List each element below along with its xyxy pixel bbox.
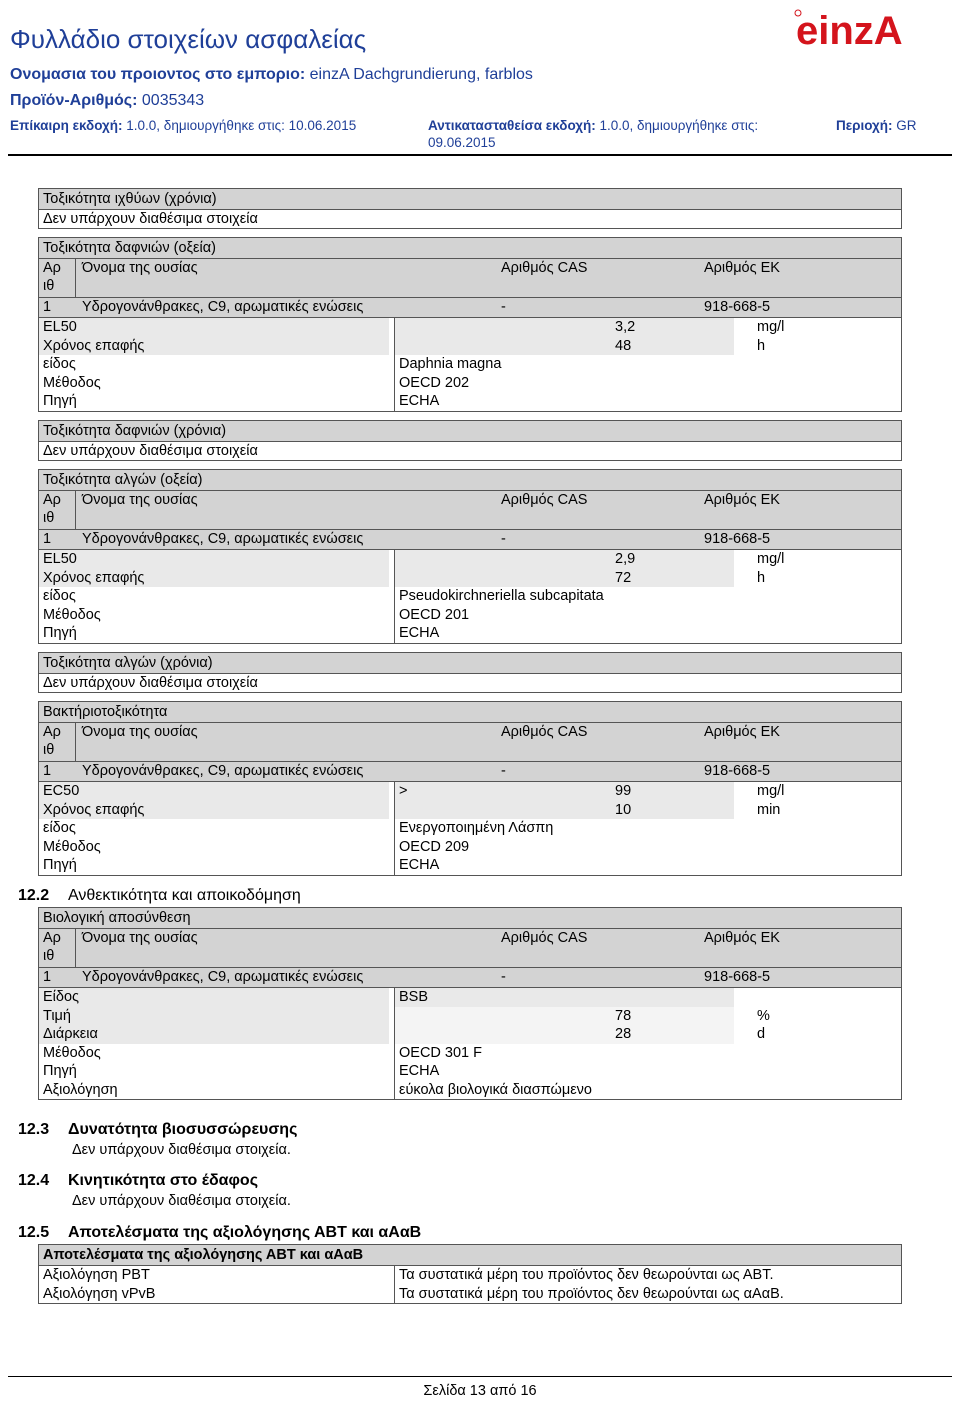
substance-ec: 918-668-5	[704, 763, 771, 779]
value-grid	[39, 1266, 901, 1303]
region	[836, 118, 917, 133]
row-operator: >	[399, 783, 408, 799]
replaced-version-label: Αντικατασταθείσα εκδοχή:	[428, 118, 596, 133]
row-label: Χρόνος επαφής	[43, 337, 145, 354]
grid-row	[39, 1025, 901, 1044]
grid-row	[39, 318, 901, 337]
row-unit: mg/l	[757, 783, 785, 799]
box-title: Τοξικότητα αλγών (χρόνια)	[39, 653, 901, 674]
box-title: Τοξικότητα αλγών (οξεία)	[39, 470, 901, 491]
substance-nr: 1	[43, 969, 52, 985]
grid-row	[39, 624, 901, 643]
row-label: Πηγή	[43, 393, 77, 409]
row-label: Μέθοδος	[43, 606, 101, 623]
box-title: Τοξικότητα ιχθύων (χρόνια)	[39, 189, 901, 210]
no-data-text: Δεν υπάρχουν διαθέσιμα στοιχεία	[43, 443, 258, 459]
no-data-text: Δεν υπάρχουν διαθέσιμα στοιχεία	[43, 675, 258, 691]
column-header-row	[39, 723, 901, 762]
box-title: Βακτήριοτοξικότητα	[39, 702, 901, 723]
daphnia-acute-box	[38, 237, 902, 412]
grid-row	[39, 1081, 901, 1100]
section-heading: Κινητικότητα στο έδαφος	[68, 1172, 259, 1189]
grid-row	[39, 550, 901, 569]
row-label: Αξιολόγηση	[43, 1081, 118, 1098]
row-text: OECD 202	[399, 374, 470, 391]
row-label: Πηγή	[43, 1063, 77, 1079]
fish-chronic-box	[38, 188, 902, 229]
substance-name: Υδρογονάνθρακες, C9, αρωματικές ενώσεις	[82, 969, 364, 985]
row-label: είδος	[43, 356, 76, 372]
grid-row	[39, 1285, 901, 1304]
row-value: 48	[615, 337, 632, 354]
grid-row	[39, 1044, 901, 1063]
col-ec: Αριθμός ΕΚ	[704, 930, 780, 946]
substance-name: Υδρογονάνθρακες, C9, αρωματικές ενώσεις	[82, 763, 364, 779]
row-value: 2,9	[615, 551, 636, 567]
row-label: EL50	[43, 551, 77, 567]
col-name: Όνομα της ουσίας	[82, 260, 198, 276]
col-name: Όνομα της ουσίας	[82, 492, 198, 508]
grid-row	[39, 1266, 901, 1285]
row-label: είδος	[43, 588, 76, 604]
box-title: Τοξικότητα δαφνιών (χρόνια)	[39, 421, 901, 442]
grid-row	[39, 838, 901, 857]
substance-cas: -	[501, 299, 506, 315]
bacteria-toxicity-box	[38, 701, 902, 876]
row-unit: h	[757, 337, 766, 354]
no-data-text: Δεν υπάρχουν διαθέσιμα στοιχεία	[43, 211, 258, 227]
row-label: Αξιολόγηση PBT	[43, 1267, 150, 1283]
col-name: Όνομα της ουσίας	[82, 724, 198, 740]
product-number-label: Προϊόν-Αριθμός:	[10, 92, 138, 109]
row-unit: %	[757, 1007, 770, 1024]
grid-row	[39, 587, 901, 606]
section-heading: Δυνατότητα βιοσυσσώρευσης	[68, 1121, 298, 1138]
value-grid	[39, 318, 901, 411]
row-text: ECHA	[399, 625, 440, 641]
substance-cas: -	[501, 969, 506, 985]
col-nr-bottom: ιθ	[43, 948, 55, 964]
substance-row	[39, 530, 901, 550]
row-label: EC50	[43, 783, 80, 799]
substance-ec: 918-668-5	[704, 299, 771, 315]
row-label: Μέθοδος	[43, 838, 101, 855]
row-label: Πηγή	[43, 625, 77, 641]
row-label: Διάρκεια	[43, 1026, 98, 1042]
col-nr-top: Αρ	[43, 724, 61, 740]
value-grid	[39, 988, 901, 1099]
substance-nr: 1	[43, 299, 52, 315]
logo-text: einzA	[796, 9, 903, 53]
row-label: Τιμή	[43, 1007, 71, 1024]
row-text: Pseudokirchneriella subcapitata	[399, 588, 604, 604]
grid-row	[39, 782, 901, 801]
document-title: Φυλλάδιο στοιχείων ασφαλείας	[10, 24, 367, 54]
current-version-label: Επίκαιρη εκδοχή:	[10, 118, 123, 133]
current-version-value: 1.0.0, δημιουργήθηκε στις: 10.06.2015	[126, 118, 357, 133]
row-value: 3,2	[615, 319, 636, 335]
col-nr-bottom: ιθ	[43, 742, 55, 758]
substance-ec: 918-668-5	[704, 531, 771, 547]
current-version	[10, 118, 356, 133]
product-number-value: 0035343	[141, 92, 205, 109]
trade-name-value: einzA Dachgrundierung, farblos	[309, 66, 533, 83]
box-title: Τοξικότητα δαφνιών (οξεία)	[39, 238, 901, 259]
row-text: OECD 201	[399, 606, 470, 623]
section-heading: Ανθεκτικότητα και αποικοδόμηση	[68, 887, 301, 904]
grid-row	[39, 569, 901, 588]
page-number: Σελίδα 13 από 16	[423, 1383, 537, 1399]
col-name: Όνομα της ουσίας	[82, 930, 198, 946]
column-header-row	[39, 491, 901, 530]
header-divider	[8, 154, 952, 156]
row-label: είδος	[43, 820, 76, 836]
row-label: EL50	[43, 319, 77, 335]
footer-divider	[8, 1376, 952, 1377]
row-text: Τα συστατικά μέρη του προϊόντος δεν θεωρούνται ως ΑΒΤ.	[399, 1267, 774, 1283]
row-unit: mg/l	[757, 319, 785, 335]
col-cas: Αριθμός CAS	[501, 930, 588, 946]
col-ec: Αριθμός ΕΚ	[704, 724, 780, 740]
col-nr-top: Αρ	[43, 492, 61, 508]
row-text: ECHA	[399, 857, 440, 873]
col-ec: Αριθμός ΕΚ	[704, 260, 780, 276]
box-title: Αποτελέσματα της αξιολόγησης ΑΒΤ και αΑαΒ	[39, 1245, 901, 1266]
value-grid	[39, 550, 901, 643]
section-heading: Αποτελέσματα της αξιολόγησης ΑΒΤ και αΑαΒ	[68, 1224, 422, 1241]
region-label: Περιοχή:	[836, 118, 893, 133]
row-unit: d	[757, 1026, 766, 1042]
grid-row	[39, 1007, 901, 1026]
section-text: Δεν υπάρχουν διαθέσιμα στοιχεία.	[72, 1193, 291, 1209]
substance-row	[39, 298, 901, 318]
col-nr-top: Αρ	[43, 930, 61, 946]
row-value: 99	[615, 783, 632, 799]
row-label: Πηγή	[43, 857, 77, 873]
replaced-version-date: 09.06.2015	[428, 135, 496, 150]
row-text: OECD 209	[399, 838, 470, 855]
col-cas: Αριθμός CAS	[501, 260, 588, 276]
grid-row	[39, 801, 901, 820]
substance-cas: -	[501, 763, 506, 779]
col-ec: Αριθμός ΕΚ	[704, 492, 780, 508]
region-value: GR	[896, 118, 917, 133]
grid-row	[39, 988, 901, 1007]
row-text: Daphnia magna	[399, 356, 502, 372]
substance-row	[39, 762, 901, 782]
algae-chronic-box	[38, 652, 902, 693]
row-text: ECHA	[399, 393, 440, 409]
section-number: 12.5	[18, 1224, 50, 1241]
row-unit: mg/l	[757, 551, 785, 567]
column-header-row	[39, 259, 901, 298]
row-text: Τα συστατικά μέρη του προϊόντος δεν θεωρούνται ως αΑαΒ.	[399, 1285, 784, 1302]
grid-row	[39, 1062, 901, 1081]
pbt-assessment-box	[38, 1244, 902, 1304]
substance-nr: 1	[43, 531, 52, 547]
row-text: ECHA	[399, 1063, 440, 1079]
daphnia-chronic-box	[38, 420, 902, 461]
substance-nr: 1	[43, 763, 52, 779]
row-label: Αξιολόγηση vPvB	[43, 1285, 156, 1302]
col-nr-top: Αρ	[43, 260, 61, 276]
row-text: Ενεργοποιημένη Λάσπη	[399, 820, 554, 836]
replaced-version	[428, 118, 758, 133]
substance-ec: 918-668-5	[704, 969, 771, 985]
row-text: OECD 301 F	[399, 1044, 482, 1061]
grid-row	[39, 606, 901, 625]
row-value: 72	[615, 569, 632, 586]
grid-row	[39, 374, 901, 393]
trade-name-line	[10, 66, 533, 84]
grid-row	[39, 337, 901, 356]
section-number: 12.2	[18, 887, 50, 904]
col-nr-bottom: ιθ	[43, 278, 55, 294]
row-unit: h	[757, 569, 766, 586]
col-nr-bottom: ιθ	[43, 510, 55, 526]
row-text: BSB	[399, 989, 429, 1005]
row-value: 28	[615, 1026, 632, 1042]
algae-acute-box	[38, 469, 902, 644]
value-grid	[39, 782, 901, 875]
col-cas: Αριθμός CAS	[501, 724, 588, 740]
einza-logo	[794, 6, 912, 54]
substance-cas: -	[501, 531, 506, 547]
replaced-version-value: 1.0.0, δημιουργήθηκε στις:	[599, 118, 759, 133]
row-value: 78	[615, 1007, 632, 1024]
row-label: Χρόνος επαφής	[43, 801, 145, 818]
row-label: Είδος	[43, 989, 80, 1005]
biodegradation-box	[38, 907, 902, 1100]
trade-name-label: Ονομασια του προιοντος στο εμποριο:	[10, 66, 306, 83]
substance-name: Υδρογονάνθρακες, C9, αρωματικές ενώσεις	[82, 531, 364, 547]
row-label: Μέθοδος	[43, 374, 101, 391]
section-number: 12.4	[18, 1172, 50, 1189]
column-header-row	[39, 929, 901, 968]
box-title: Βιολογική αποσύνθεση	[39, 908, 901, 929]
grid-row	[39, 856, 901, 875]
grid-row	[39, 819, 901, 838]
row-label: Μέθοδος	[43, 1044, 101, 1061]
grid-row	[39, 355, 901, 374]
col-cas: Αριθμός CAS	[501, 492, 588, 508]
substance-name: Υδρογονάνθρακες, C9, αρωματικές ενώσεις	[82, 299, 364, 315]
row-text: εύκολα βιολογικά διασπώμενο	[399, 1081, 592, 1098]
substance-row	[39, 968, 901, 988]
product-number-line	[10, 92, 204, 110]
grid-row	[39, 392, 901, 411]
row-value: 10	[615, 801, 632, 818]
section-text: Δεν υπάρχουν διαθέσιμα στοιχεία.	[72, 1142, 291, 1158]
section-number: 12.3	[18, 1121, 50, 1138]
row-unit: min	[757, 801, 781, 818]
row-label: Χρόνος επαφής	[43, 569, 145, 586]
